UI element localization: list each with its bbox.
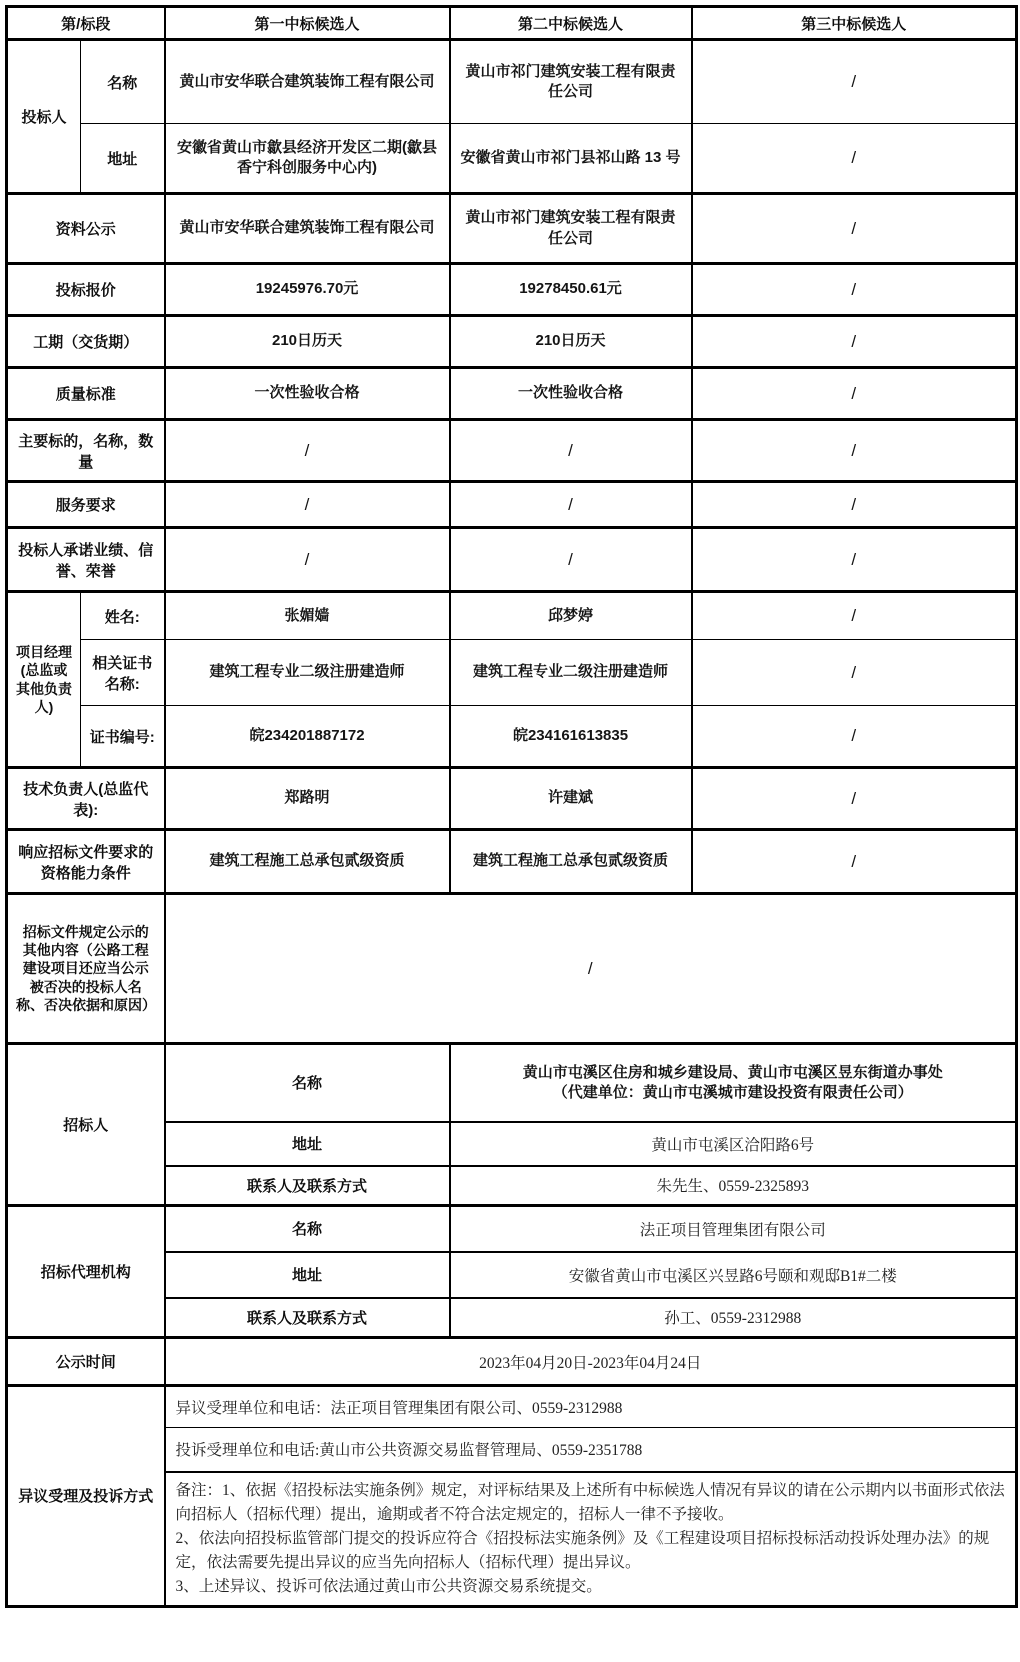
cell-value: 210日历天 <box>165 316 450 368</box>
bid-candidates-publicity-table <box>5 5 1018 1608</box>
cell-value: / <box>692 420 1017 482</box>
row-label: 姓名: <box>81 592 165 640</box>
cell-value: 19278450.61元 <box>450 264 692 316</box>
cell-value: 一次性验收合格 <box>450 368 692 420</box>
cell-value: 异议受理单位和电话：法正项目管理集团有限公司、0559-2312988 <box>165 1386 1017 1428</box>
row-label: 服务要求 <box>7 482 165 528</box>
tenderee-name-row <box>7 1044 1017 1122</box>
cell-value: / <box>692 40 1017 124</box>
row-label: 证书编号: <box>81 706 165 768</box>
tenderee-name-line2: （代建单位：黄山市屯溪城市建设投资有限责任公司） <box>552 1083 913 1101</box>
cell-value: 210日历天 <box>450 316 692 368</box>
row-label: 投标报价 <box>7 264 165 316</box>
bidder-name-row <box>7 40 1017 124</box>
cell-value: 投诉受理单位和电话:黄山市公共资源交易监督管理局、0559-2351788 <box>165 1428 1017 1472</box>
remark-line-2: 2、依法向招投标监管部门提交的投诉应符合《招投标法实施条例》及《工程建设项目招标投标活动投诉处理办法》的规定，依法需要先提出异议的应当先向招标人（招标代理）提出异议。 <box>175 1529 990 1571</box>
pm-name-row <box>7 592 1017 640</box>
row-label: 响应招标文件要求的资格能力条件 <box>7 830 165 894</box>
cell-value: 皖234161613835 <box>450 706 692 768</box>
header-row <box>7 7 1017 40</box>
cell-value: 张媚嫱 <box>165 592 450 640</box>
cell-value: / <box>450 482 692 528</box>
remark-line-1: 备注：1、依据《招投标法实施条例》规定，对评标结果及上述所有中标候选人情况有异议的请在公示期内以书面形式依法向招标人（招标代理）提出，逾期或者不符合法定规定的，招标人一律不予接收。 <box>175 1481 1005 1523</box>
cell-value: 法正项目管理集团有限公司 <box>450 1206 1017 1252</box>
row-label: 联系人及联系方式 <box>165 1166 450 1206</box>
cell-value: 19245976.70元 <box>165 264 450 316</box>
bid-price-row <box>7 264 1017 316</box>
row-label: 招标文件规定公示的其他内容（公路工程建设项目还应当公示被否决的投标人名称、否决依据和原因） <box>7 894 165 1044</box>
technical-director-row <box>7 768 1017 830</box>
cell-value: / <box>692 830 1017 894</box>
row-label: 投标人承诺业绩、信誉、荣誉 <box>7 528 165 592</box>
cell-value: 黄山市安华联合建筑装饰工程有限公司 <box>165 194 450 264</box>
cell-value: / <box>450 528 692 592</box>
cell-value: / <box>692 640 1017 706</box>
cell-value: 建筑工程施工总承包贰级资质 <box>450 830 692 894</box>
cell-value: 黄山市祁门建筑安装工程有限责任公司 <box>450 194 692 264</box>
bidder-address-row <box>7 124 1017 194</box>
cell-value: / <box>692 264 1017 316</box>
header-third-candidate: 第三中标候选人 <box>692 7 1017 40</box>
cell-value: / <box>692 768 1017 830</box>
cell-value: 郑路明 <box>165 768 450 830</box>
publicity-period-row <box>7 1338 1017 1386</box>
row-label: 质量标准 <box>7 368 165 420</box>
pm-certificate-name-row <box>7 640 1017 706</box>
header-second-candidate: 第二中标候选人 <box>450 7 692 40</box>
row-label: 名称 <box>81 40 165 124</box>
qualification-row <box>7 830 1017 894</box>
cell-value: / <box>692 592 1017 640</box>
pm-certificate-no-row <box>7 706 1017 768</box>
row-label: 名称 <box>165 1206 450 1252</box>
cell-value: 黄山市安华联合建筑装饰工程有限公司 <box>165 40 450 124</box>
cell-value: 邱梦婷 <box>450 592 692 640</box>
cell-value: / <box>692 194 1017 264</box>
main-subject-row <box>7 420 1017 482</box>
other-content-row <box>7 894 1017 1044</box>
cell-value: 一次性验收合格 <box>165 368 450 420</box>
cell-value: 孙工、0559-2312988 <box>450 1298 1017 1338</box>
group-label-project-manager: 项目经理(总监或其他负责人) <box>7 592 81 768</box>
row-label: 技术负责人(总监代表): <box>7 768 165 830</box>
row-label: 名称 <box>165 1044 450 1122</box>
row-label: 主要标的，名称，数量 <box>7 420 165 482</box>
cell-value: 安徽省黄山市祁门县祁山路 13 号 <box>450 124 692 194</box>
cell-value: / <box>165 894 1017 1044</box>
agency-name-row <box>7 1206 1017 1252</box>
cell-value: 许建斌 <box>450 768 692 830</box>
cell-value: / <box>692 482 1017 528</box>
cell-value: 朱先生、0559-2325893 <box>450 1166 1017 1206</box>
group-label-agency: 招标代理机构 <box>7 1206 165 1338</box>
group-label-tenderee: 招标人 <box>7 1044 165 1206</box>
cell-value: / <box>692 706 1017 768</box>
row-label: 地址 <box>165 1122 450 1166</box>
group-label-objection: 异议受理及投诉方式 <box>7 1386 165 1607</box>
row-label: 地址 <box>165 1252 450 1298</box>
cell-value: 皖234201887172 <box>165 706 450 768</box>
remark-line-3: 3、上述异议、投诉可依法通过黄山市公共资源交易系统提交。 <box>175 1577 602 1595</box>
cell-value: 2023年04月20日-2023年04月24日 <box>165 1338 1017 1386</box>
service-requirement-row <box>7 482 1017 528</box>
cell-value: / <box>165 528 450 592</box>
row-label: 地址 <box>81 124 165 194</box>
cell-value <box>450 1044 1017 1122</box>
row-label: 资料公示 <box>7 194 165 264</box>
cell-value: / <box>692 528 1017 592</box>
cell-value: / <box>165 482 450 528</box>
row-label: 相关证书名称: <box>81 640 165 706</box>
cell-value: / <box>692 368 1017 420</box>
group-label-bidder: 投标人 <box>7 40 81 194</box>
row-label: 联系人及联系方式 <box>165 1298 450 1338</box>
header-first-candidate: 第一中标候选人 <box>165 7 450 40</box>
cell-value: / <box>692 124 1017 194</box>
cell-value: 黄山市屯溪区洽阳路6号 <box>450 1122 1017 1166</box>
cell-value: / <box>450 420 692 482</box>
cell-value: 安徽省黄山市屯溪区兴昱路6号颐和观邸B1#二楼 <box>450 1252 1017 1298</box>
row-label: 公示时间 <box>7 1338 165 1386</box>
cell-value: 建筑工程专业二级注册建造师 <box>165 640 450 706</box>
row-label: 工期（交货期） <box>7 316 165 368</box>
remark-cell <box>165 1472 1017 1607</box>
quality-standard-row <box>7 368 1017 420</box>
cell-value: 建筑工程施工总承包贰级资质 <box>165 830 450 894</box>
info-disclosure-row <box>7 194 1017 264</box>
cell-value: 建筑工程专业二级注册建造师 <box>450 640 692 706</box>
duration-row <box>7 316 1017 368</box>
bidder-commitment-row <box>7 528 1017 592</box>
cell-value: / <box>692 316 1017 368</box>
cell-value: 黄山市祁门建筑安装工程有限责任公司 <box>450 40 692 124</box>
objection-unit-row <box>7 1386 1017 1428</box>
header-section-label: 第/标段 <box>7 7 165 40</box>
cell-value: 安徽省黄山市歙县经济开发区二期(歙县香宁科创服务中心内) <box>165 124 450 194</box>
tenderee-name-line1: 黄山市屯溪区住房和城乡建设局、黄山市屯溪区昱东街道办事处 <box>522 1063 943 1081</box>
cell-value: / <box>165 420 450 482</box>
